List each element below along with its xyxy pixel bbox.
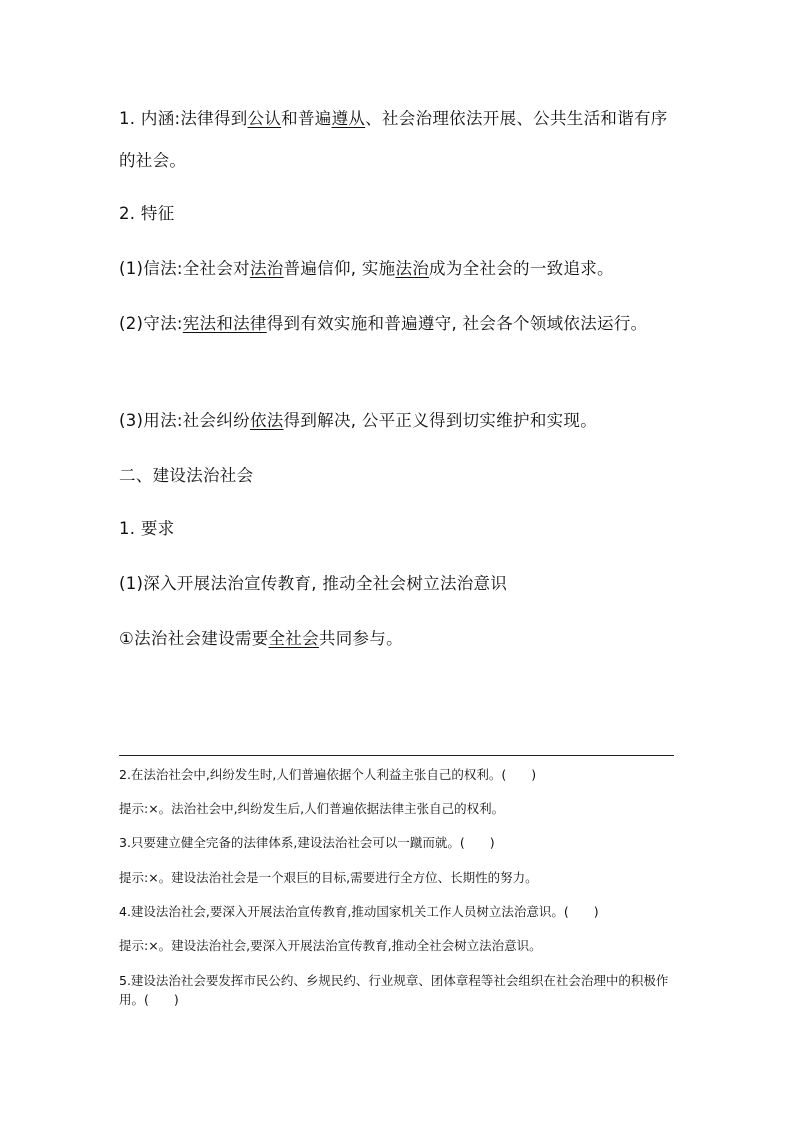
footnote-question: 2.在法治社会中,纠纷发生时,人们普遍依据个人利益主张自己的权利。( )	[119, 767, 537, 782]
underlined-term: 法治	[395, 259, 430, 278]
underlined-term: 遵从	[331, 109, 366, 128]
text-run: 、社会治理依法开展、公共生活和谐有序的社会。	[119, 109, 668, 170]
footnote-divider	[119, 755, 674, 756]
footnote-question: 3.只要建立健全完备的法律体系,建设法治社会可以一蹴而就。( )	[119, 835, 495, 850]
requirement-point	[119, 629, 679, 649]
text-run: 得到有效实施和普遍遵守, 社会各个领域依法运行。	[266, 314, 648, 333]
footnote-hint: 提示:×。法治社会中,纠纷发生后,人们普遍依据法律主张自己的权利。	[119, 801, 505, 816]
feature-obey	[119, 303, 679, 345]
underlined-term: 法治	[249, 259, 284, 278]
definition-paragraph	[119, 98, 679, 182]
text-run: 1. 内涵:法律得到	[119, 109, 248, 128]
text-run: 成为全社会的一致追求。	[429, 259, 614, 278]
footnote-hint: 提示:×。建设法治社会,要深入开展法治宣传教育,推动全社会树立法治意识。	[119, 938, 542, 953]
underlined-term: 依法	[249, 411, 284, 430]
footnote-question: 5.建设法治社会要发挥市民公约、乡规民约、行业规章、团体章程等社会组织在社会治理中的积极作用。( )	[119, 973, 669, 1007]
feature-belief	[119, 259, 679, 279]
text-run: (1)信法:全社会对	[119, 259, 250, 278]
text-run: (3)用法:社会纠纷	[119, 411, 250, 430]
text-run: 得到解决, 公平正义得到切实维护和实现。	[283, 411, 598, 430]
text-run: 和普遍	[281, 109, 332, 128]
text-run: 普遍信仰, 实施	[283, 259, 396, 278]
footnote-question: 4.建设法治社会,要深入开展法治宣传教育,推动国家机关工作人员树立法治意识。( )	[119, 904, 599, 919]
requirement-item: (1)深入开展法治宣传教育, 推动全社会树立法治意识	[119, 574, 508, 593]
section-heading: 二、建设法治社会	[119, 466, 254, 485]
requirements-heading: 1. 要求	[119, 519, 175, 538]
underlined-term: 全社会	[268, 629, 319, 648]
text-run: (2)守法:	[119, 314, 183, 333]
feature-use	[119, 411, 679, 431]
underlined-term: 宪法和法律	[182, 314, 267, 333]
text-run: ①法治社会建设需要	[119, 629, 269, 648]
footnote-hint: 提示:×。建设法治社会是一个艰巨的目标,需要进行全方位、长期性的努力。	[119, 870, 538, 885]
text-run: 共同参与。	[318, 629, 403, 648]
features-heading: 2. 特征	[119, 204, 175, 223]
underlined-term: 公认	[247, 109, 282, 128]
